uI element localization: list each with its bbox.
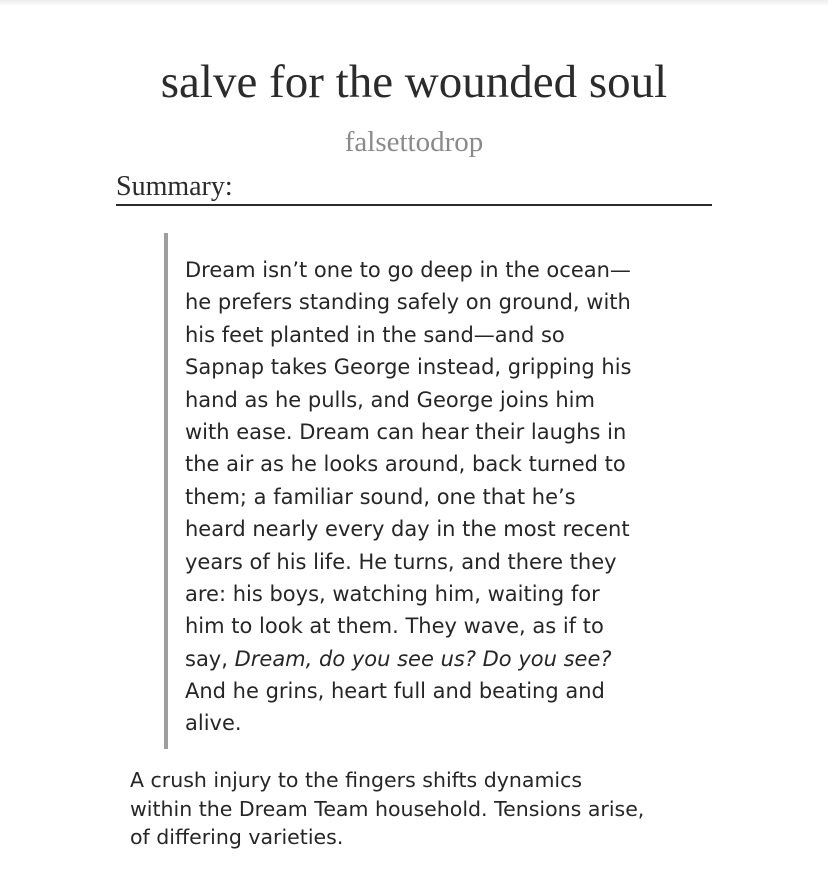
quote-line-prefix: say, — [185, 646, 235, 671]
quote-line: the air as he looks around, back turned to — [185, 452, 626, 477]
quote-line: years of his life. He turns, and there they — [185, 549, 617, 574]
quote-line: them; a familiar sound, one that he’s — [185, 484, 576, 509]
quote-line: hand as he pulls, and George joins him — [185, 387, 595, 412]
summary-heading: Summary: — [116, 170, 712, 206]
note-line: of differing varieties. — [130, 825, 344, 849]
quote-line: alive. — [185, 711, 242, 736]
quote-line: Sapnap takes George instead, gripping his — [185, 355, 632, 380]
quote-line: he prefers standing safely on ground, with — [185, 290, 631, 315]
quote-italic-dialogue: Dream, do you see us? Do you see? — [234, 646, 612, 671]
note-line: A crush injury to the fingers shifts dynamics — [130, 768, 583, 792]
summary-note — [130, 766, 810, 852]
note-line: within the Dream Team household. Tensions arise, — [130, 796, 645, 821]
top-edge-shadow — [0, 0, 828, 6]
quote-line-mixed — [185, 643, 684, 675]
quote-line: Dream isn’t one to go deep in the ocean— — [185, 258, 631, 282]
quote-line: with ease. Dream can hear their laughs in — [185, 419, 627, 444]
author-name[interactable]: falsettodrop — [344, 126, 484, 158]
quote-line: him to look at them. They wave, as if to — [185, 614, 604, 639]
quote-line: heard nearly every day in the most recent — [185, 517, 630, 542]
work-title: salve for the wounded soul — [160, 56, 668, 108]
quote-line: And he grins, heart full and beating and — [185, 679, 605, 704]
quote-line: his feet planted in the sand—and so — [185, 322, 565, 347]
summary-blockquote — [164, 233, 684, 749]
quote-line: are: his boys, watching him, waiting for — [185, 581, 600, 606]
